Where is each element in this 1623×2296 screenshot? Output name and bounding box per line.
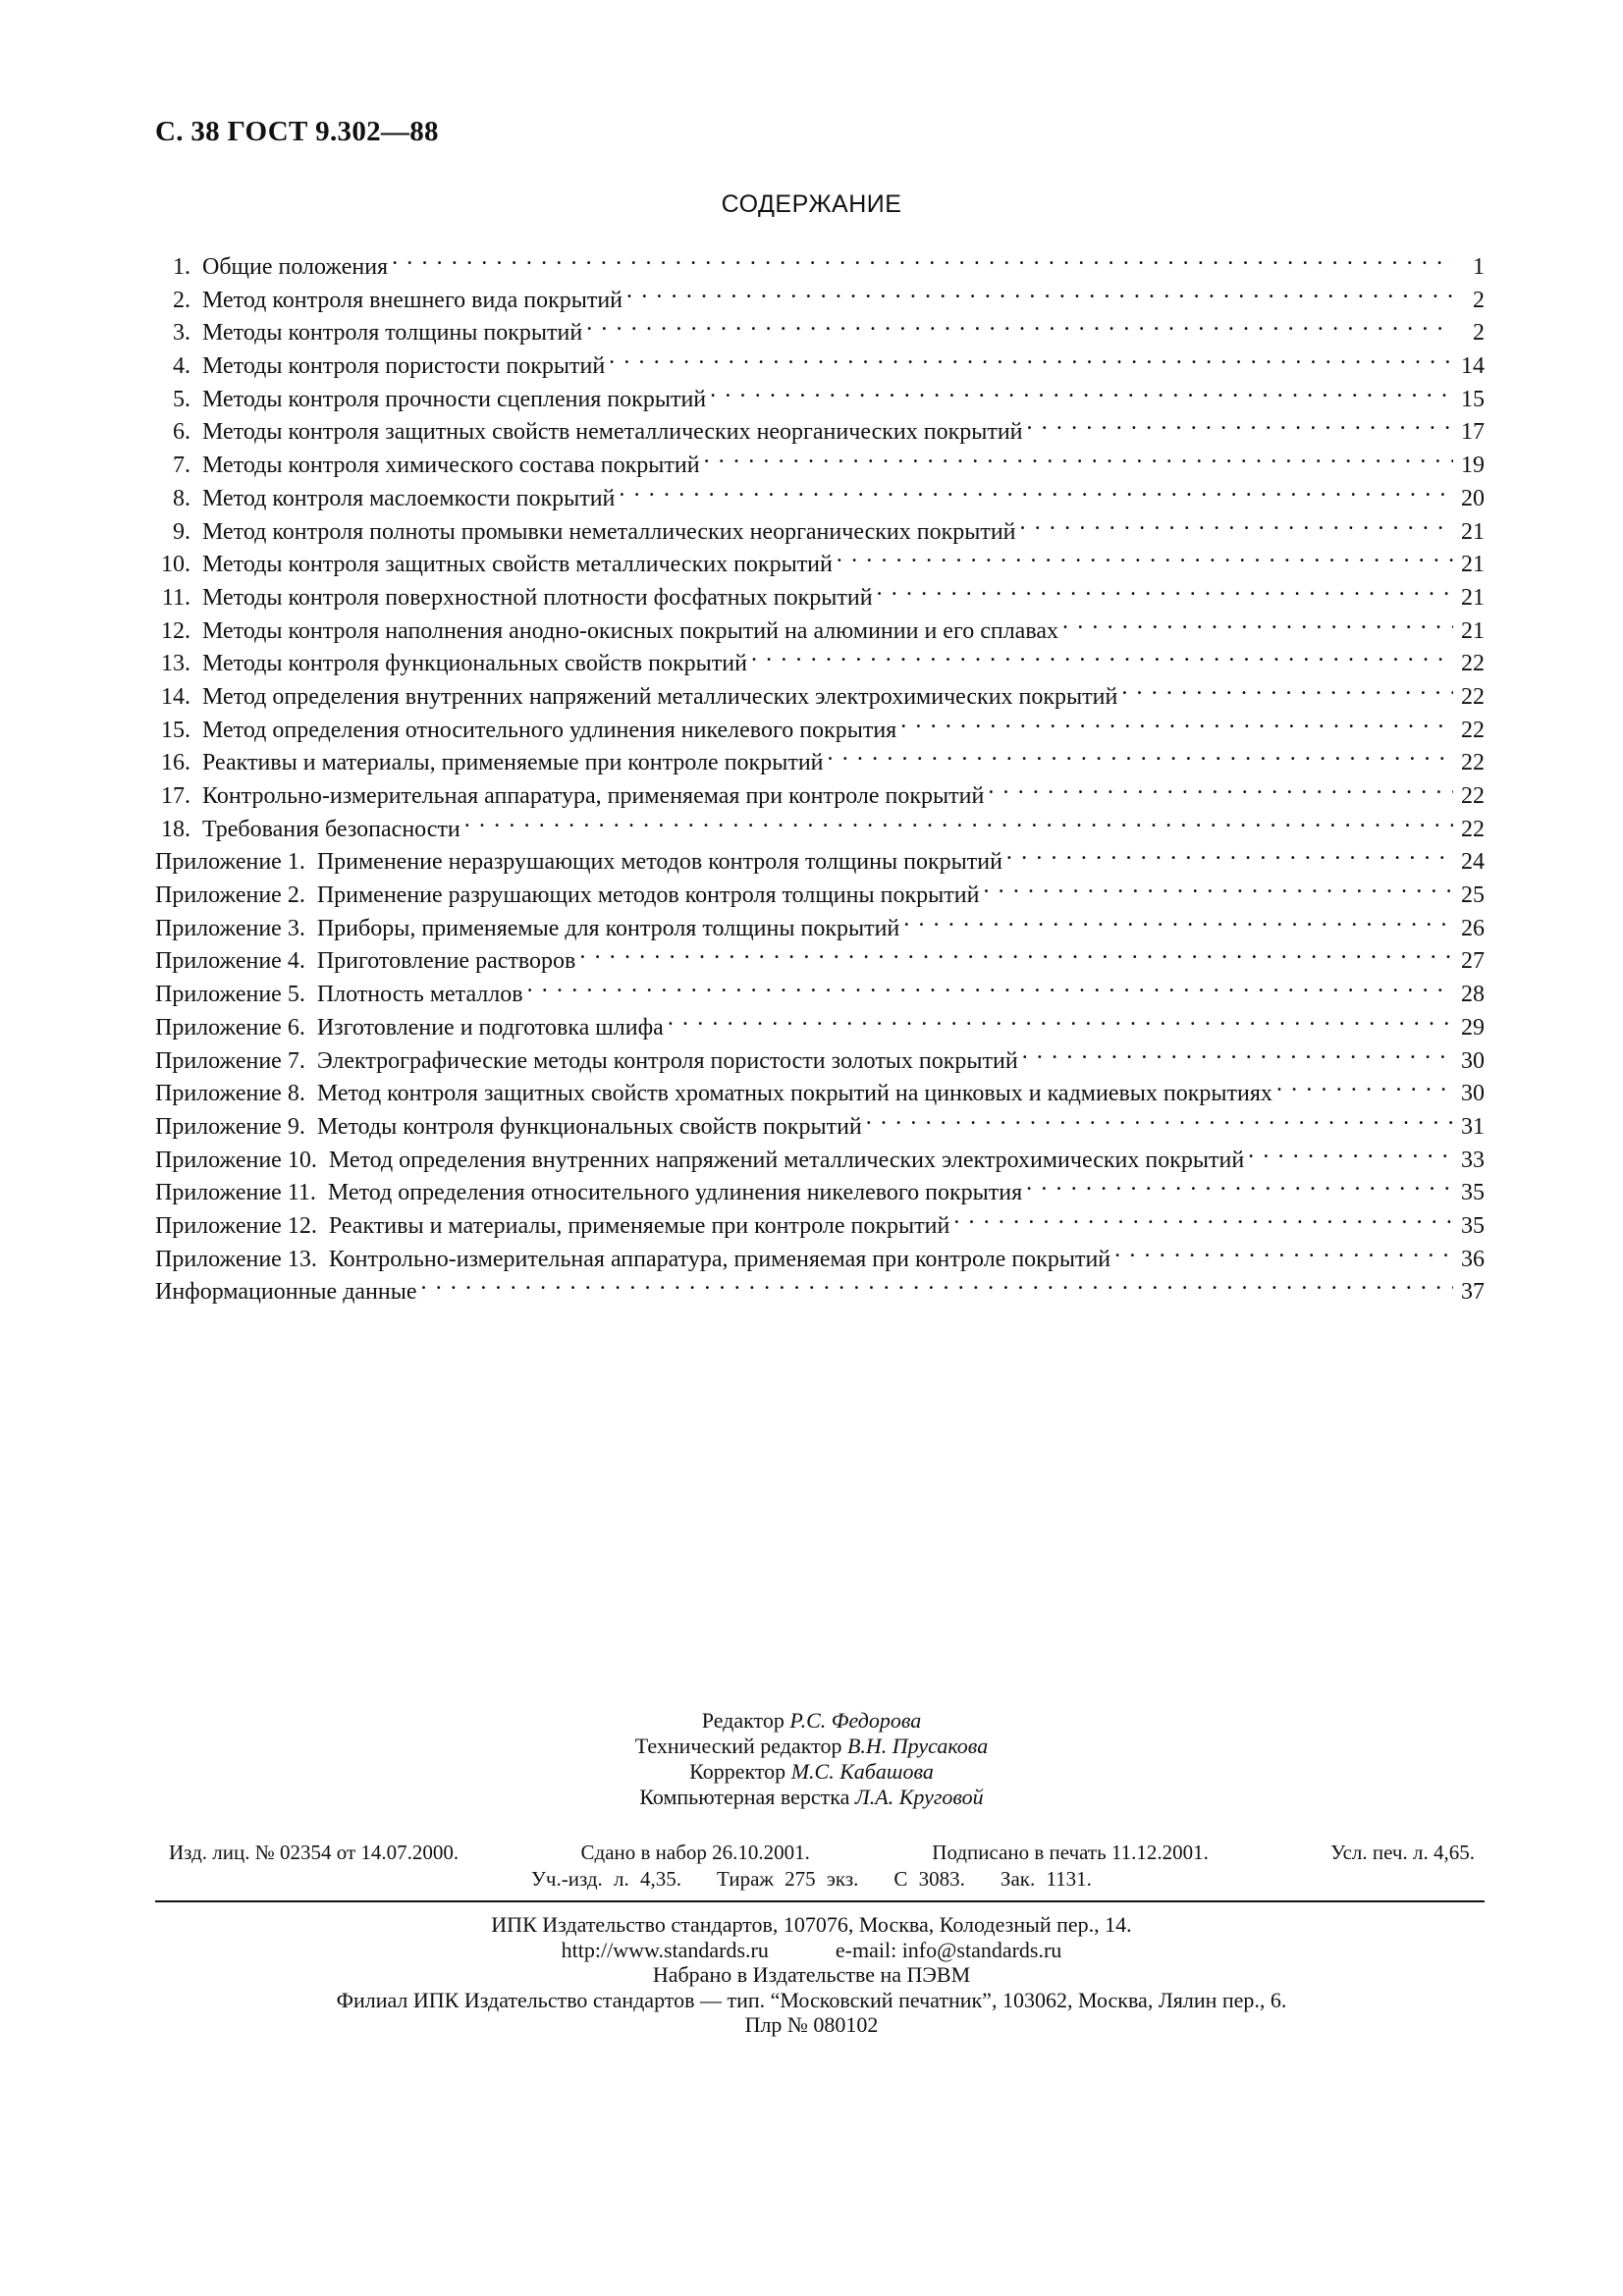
toc-entry-page: 22 <box>1461 816 1485 842</box>
toc-entry-label <box>155 416 1023 450</box>
dot-leader <box>710 383 1453 406</box>
toc-entry-label <box>155 483 615 516</box>
publisher-contacts <box>0 1938 1623 1963</box>
toc-entry-page: 24 <box>1461 849 1485 876</box>
signed-date: Подписано в печать 11.12.2001. <box>932 1841 1209 1864</box>
toc-entry-title: Приложение 12. Реактивы и материалы, применяемые при контроле покрытий <box>155 1212 950 1239</box>
toc-entry <box>155 250 1485 284</box>
toc-entry <box>155 515 1485 549</box>
toc-entry-number: 13. <box>161 651 190 677</box>
toc-entry-title: Приложение 1. Применение неразрушающих методов контроля толщины покрытий <box>155 849 1002 876</box>
toc-entry <box>155 482 1485 515</box>
toc-entry-title: Методы контроля защитных свойств металлических покрытий <box>202 552 833 578</box>
toc-entry-title: Приложение 5. Плотность металлов <box>155 982 523 1008</box>
toc-entry <box>155 912 1485 945</box>
credit-line: Технический редактор В.Н. Прусакова <box>634 1734 989 1758</box>
toc-entry-page: 31 <box>1461 1113 1485 1140</box>
dot-leader <box>668 1011 1453 1035</box>
dot-leader <box>828 746 1453 770</box>
typeset-note: Набрано в Издательстве на ПЭВМ <box>652 1962 971 1987</box>
toc-entry-label <box>155 1244 1110 1277</box>
toc-entry-label <box>155 549 833 582</box>
dot-leader <box>983 879 1453 902</box>
toc-entry-number: 16. <box>161 750 190 776</box>
toc-entry-number: 18. <box>161 816 190 842</box>
toc-entry <box>155 548 1485 581</box>
toc-entry-label <box>155 945 575 979</box>
toc-entry-page: 36 <box>1461 1246 1485 1272</box>
page-header: С. 38 ГОСТ 9.302—88 <box>155 116 439 147</box>
toc-entry-label <box>155 681 1117 715</box>
toc-entry-label <box>155 1045 1018 1079</box>
toc-entry-number: 4. <box>173 353 190 380</box>
toc-entry-number: 9. <box>173 518 190 545</box>
toc-entry-page: 20 <box>1461 485 1485 511</box>
toc-entry-page: 22 <box>1461 783 1485 809</box>
toc-entry-page: 28 <box>1461 982 1485 1008</box>
email-link[interactable]: e-mail: info@standards.ru <box>835 1937 1062 1962</box>
toc-entry-title: Метод контроля внешнего вида покрытий <box>202 287 623 313</box>
toc-entry-page: 15 <box>1461 386 1485 412</box>
toc-entry-page: 26 <box>1461 915 1485 941</box>
dot-leader <box>903 912 1453 935</box>
toc-entry-title: Метод определения внутренних напряжений металлических электрохимических покрытий <box>202 683 1118 710</box>
toc-entry-page: 22 <box>1461 683 1485 710</box>
toc-entry-label <box>155 880 979 913</box>
publication-info-line-2 <box>0 1867 1623 1892</box>
toc-entry-title: Методы контроля толщины покрытий <box>202 320 583 347</box>
toc-entry-title: Методы контроля защитных свойств неметаллических неорганических покрытий <box>202 419 1023 446</box>
toc-entry-page: 29 <box>1461 1014 1485 1041</box>
toc-entry-label <box>155 317 582 350</box>
toc-entry <box>155 1044 1485 1078</box>
toc-entry-page: 30 <box>1461 1047 1485 1074</box>
toc-entry-title: Реактивы и материалы, применяемые при контроле покрытий <box>202 750 824 776</box>
dot-leader <box>1248 1144 1453 1167</box>
toc-entry-page: 22 <box>1461 750 1485 776</box>
toc-entry-number: 2. <box>173 287 190 313</box>
toc-entry-number: 14. <box>161 683 190 710</box>
toc-entry-label <box>155 1210 949 1244</box>
toc-entry-label <box>155 979 523 1012</box>
toc-entry-title: Приложение 7. Электрографические методы контроля пористости золотых покрытий <box>155 1047 1018 1074</box>
toc-entry-title: Приложение 2. Применение разрушающих методов контроля толщины покрытий <box>155 882 980 909</box>
toc-entry-page: 1 <box>1473 254 1485 280</box>
toc-entry-title: Приложение 9. Методы контроля функциональных свойств покрытий <box>155 1113 862 1140</box>
toc-entry <box>155 316 1485 349</box>
dot-leader <box>1026 1176 1453 1200</box>
toc-entry-label <box>155 1276 417 1309</box>
toc-entry-number: 3. <box>173 320 190 347</box>
toc-entry <box>155 1275 1485 1308</box>
typeset-date: Сдано в набор 26.10.2001. <box>580 1841 810 1864</box>
toc-entry-page: 21 <box>1461 552 1485 578</box>
toc-entry <box>155 845 1485 879</box>
toc-entry-page: 2 <box>1473 287 1485 313</box>
website-link[interactable]: http://www.standards.ru <box>561 1937 769 1962</box>
toc-entry-page: 25 <box>1461 882 1485 909</box>
credit-line: Редактор Р.С. Федорова <box>701 1708 922 1733</box>
print-run: Тираж 275 экз. <box>717 1867 859 1891</box>
toc-entry-title: Методы контроля прочности сцепления покрытий <box>202 386 707 412</box>
dot-leader <box>626 284 1453 307</box>
dot-leader <box>619 482 1453 506</box>
toc-entry-label <box>155 747 824 780</box>
toc-entry-page: 33 <box>1461 1147 1485 1173</box>
toc-entry-title: Общие положения <box>202 254 389 280</box>
credit-line: Корректор М.С. Кабашова <box>689 1759 934 1784</box>
toc-entry-title: Приложение 13. Контрольно-измерительная аппаратура, применяемая при контроле покрытий <box>155 1246 1111 1272</box>
toc-entry <box>155 383 1485 416</box>
license-info: Изд. лиц. № 02354 от 14.07.2000. <box>169 1841 460 1864</box>
toc-entry-title: Приложение 11. Метод определения относительного удлинения никелевого покрытия <box>155 1180 1023 1206</box>
toc-entry-number: 11. <box>161 584 190 611</box>
toc-entry-title: Приложение 10. Метод определения внутренних напряжений металлических электрохимических покрытий <box>155 1147 1245 1173</box>
toc-entry <box>155 614 1485 648</box>
toc-entry-label <box>155 1145 1244 1178</box>
toc-entry-label <box>155 285 622 318</box>
dot-leader <box>421 1275 1453 1299</box>
toc-entry-number: 12. <box>161 617 190 644</box>
toc-entry-number: 6. <box>173 419 190 446</box>
toc-entry-label <box>155 648 747 681</box>
toc-entry-page: 37 <box>1461 1279 1485 1306</box>
toc-entry-title: Приложение 8. Метод контроля защитных свойств хроматных покрытий на цинковых и кадмиевых покрытиях <box>155 1081 1272 1107</box>
toc-entry-label <box>155 1177 1022 1210</box>
dot-leader <box>464 813 1453 836</box>
toc-entry-page: 14 <box>1461 353 1485 380</box>
toc-entry <box>155 1144 1485 1177</box>
toc-entry-title: Приложение 4. Приготовление растворов <box>155 948 576 975</box>
toc-entry <box>155 1176 1485 1209</box>
pub-sheets: Уч.-изд. л. 4,35. <box>531 1867 682 1891</box>
toc-entry-title: Информационные данные <box>155 1279 417 1306</box>
dot-leader <box>900 714 1453 737</box>
toc-entry-label <box>155 715 896 748</box>
toc-entry-page: 30 <box>1461 1081 1485 1107</box>
toc-entry-title: Контрольно-измерительная аппаратура, применяемая при контроле покрытий <box>202 783 985 809</box>
toc-entry <box>155 779 1485 813</box>
dot-leader <box>586 316 1453 340</box>
toc-entry-label <box>155 1111 862 1145</box>
toc-entry-number: 15. <box>161 717 190 743</box>
toc-entry-label <box>155 913 899 946</box>
toc-entry <box>155 879 1485 912</box>
toc-entry-title: Приложение 3. Приборы, применяемые для контроля толщины покрытий <box>155 915 900 941</box>
toc-entry <box>155 1011 1485 1044</box>
toc-entry-page: 21 <box>1461 617 1485 644</box>
toc-entry <box>155 647 1485 680</box>
toc-entry-label <box>155 780 984 814</box>
publisher-address: ИПК Издательство стандартов, 107076, Москва, Колодезный пер., 14. <box>491 1912 1132 1937</box>
toc-entry <box>155 1243 1485 1276</box>
dot-leader <box>988 779 1453 803</box>
dot-leader <box>527 978 1453 1001</box>
dot-leader <box>1006 845 1453 869</box>
dot-leader <box>751 647 1453 670</box>
table-of-contents <box>155 250 1485 1308</box>
toc-entry <box>155 1209 1485 1243</box>
toc-entry-title: Методы контроля поверхностной плотности фосфатных покрытий <box>202 584 873 611</box>
toc-entry-title: Метод определения относительного удлинения никелевого покрытия <box>202 717 897 743</box>
dot-leader <box>609 349 1453 373</box>
dot-leader <box>579 944 1453 968</box>
toc-entry <box>155 680 1485 714</box>
print-sheets: Усл. печ. л. 4,65. <box>1330 1841 1475 1864</box>
dot-leader <box>392 250 1453 274</box>
toc-entry <box>155 746 1485 779</box>
toc-entry-label <box>155 516 1016 550</box>
toc-entry-title: Метод контроля полноты промывки неметаллических неорганических покрытий <box>202 518 1016 545</box>
toc-entry-number: 5. <box>173 386 190 412</box>
toc-entry <box>155 581 1485 614</box>
toc-entry-title: Приложение 6. Изготовление и подготовка шлифа <box>155 1014 664 1041</box>
dot-leader <box>1027 415 1453 439</box>
order-number: Зак. 1131. <box>1000 1867 1092 1891</box>
dot-leader <box>1020 515 1453 539</box>
toc-entry <box>155 944 1485 978</box>
toc-entry-page: 17 <box>1461 419 1485 446</box>
toc-entry-page: 35 <box>1461 1212 1485 1239</box>
toc-title: СОДЕРЖАНИЕ <box>721 190 902 218</box>
toc-entry-page: 22 <box>1461 651 1485 677</box>
toc-entry <box>155 1110 1485 1144</box>
toc-entry <box>155 978 1485 1011</box>
toc-entry-title: Методы контроля функциональных свойств покрытий <box>202 651 747 677</box>
toc-entry-page: 2 <box>1473 320 1485 347</box>
toc-entry-page: 19 <box>1461 453 1485 479</box>
toc-entry-title: Методы контроля наполнения анодно-окисных покрытий на алюминии и его сплавах <box>202 617 1058 644</box>
toc-entry-label <box>155 450 700 483</box>
dot-leader <box>953 1209 1453 1233</box>
divider-rule <box>155 1900 1485 1902</box>
toc-entry-title: Методы контроля химического состава покрытий <box>202 453 700 479</box>
dot-leader <box>877 581 1453 605</box>
dot-leader <box>1022 1044 1453 1068</box>
credits-block <box>0 1708 1623 1810</box>
toc-entry-label <box>155 251 388 285</box>
toc-entry <box>155 349 1485 383</box>
toc-entry-page: 21 <box>1461 518 1485 545</box>
toc-entry-page: 27 <box>1461 948 1485 975</box>
toc-entry-number: 7. <box>173 453 190 479</box>
toc-entry-page: 35 <box>1461 1180 1485 1206</box>
toc-entry <box>155 813 1485 846</box>
toc-entry-title: Метод контроля маслоемкости покрытий <box>202 485 616 511</box>
toc-entry <box>155 714 1485 747</box>
dot-leader <box>866 1110 1453 1134</box>
toc-entry <box>155 415 1485 449</box>
plr-number: Плр № 080102 <box>744 2012 879 2037</box>
branch-address: Филиал ИПК Издательство стандартов — тип. “Московский печатник”, 103062, Москва, Лялин пер., 6. <box>336 1987 1287 2012</box>
dot-leader <box>1121 680 1453 704</box>
credit-line: Компьютерная верстка Л.А. Круговой <box>639 1785 984 1809</box>
dot-leader <box>837 548 1453 571</box>
publication-info-line-1 <box>169 1841 1475 1865</box>
toc-entry-label <box>155 350 605 384</box>
publisher-block <box>0 1912 1623 2038</box>
toc-entry <box>155 449 1485 482</box>
dot-leader <box>1114 1243 1453 1266</box>
toc-entry <box>155 284 1485 317</box>
toc-entry-number: 8. <box>173 485 190 511</box>
toc-entry-label <box>155 814 460 847</box>
dot-leader <box>1276 1077 1453 1100</box>
toc-entry-label <box>155 1078 1272 1111</box>
toc-entry <box>155 1077 1485 1110</box>
toc-entry-title: Требования безопасности <box>202 816 460 842</box>
c-code: С 3083. <box>893 1867 965 1891</box>
toc-entry-label <box>155 582 873 615</box>
toc-entry-label <box>155 846 1002 880</box>
toc-entry-page: 21 <box>1461 584 1485 611</box>
toc-entry-label <box>155 615 1058 649</box>
toc-entry-page: 22 <box>1461 717 1485 743</box>
toc-entry-number: 17. <box>161 783 190 809</box>
toc-entry-number: 10. <box>161 552 190 578</box>
toc-entry-label <box>155 1012 664 1045</box>
toc-entry-label <box>155 384 706 417</box>
toc-entry-number: 1. <box>173 254 190 280</box>
dot-leader <box>704 449 1453 472</box>
toc-entry-title: Методы контроля пористости покрытий <box>202 353 606 380</box>
dot-leader <box>1062 614 1453 638</box>
